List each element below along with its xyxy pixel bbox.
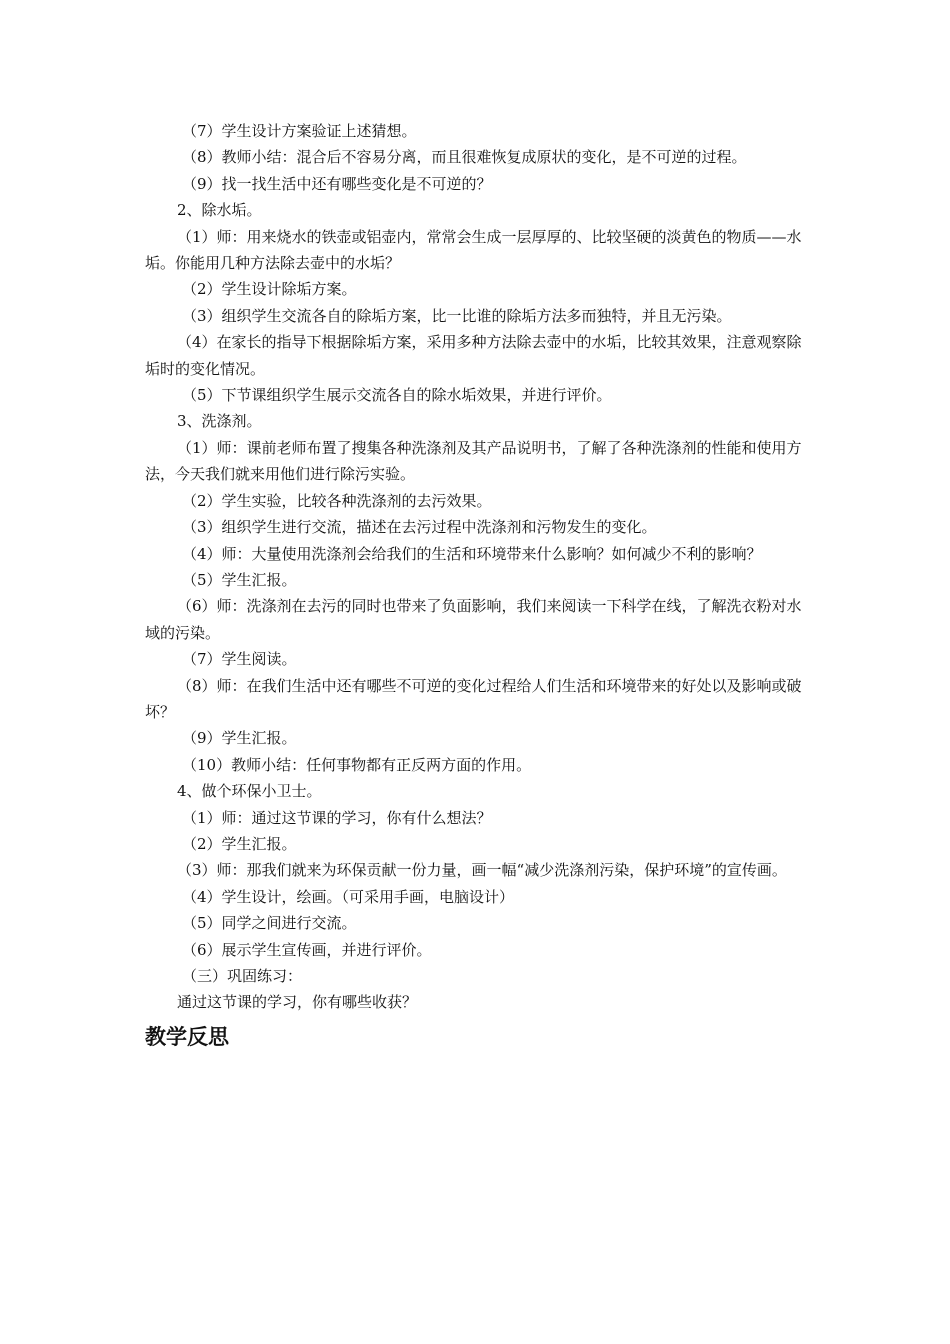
paragraph-22: （1）师：通过这节课的学习，你有什么想法？	[182, 808, 492, 827]
paragraph-24: （3）师：那我们就来为环保贡献一份力量，画一幅“减少洗涤剂污染，保护环境”的宣传画。	[177, 861, 787, 880]
paragraph-3: （9）找一找生活中还有哪些变化是不可逆的？	[182, 174, 492, 193]
paragraph-25: （4）学生设计，绘画。（可采用手画，电脑设计）	[182, 887, 515, 906]
paragraph-5: （1）师：用来烧水的铁壶或铝壶内，常常会生成一层厚厚的、比较坚硬的淡黄色的物质——水垢。你能用几种方法除去壶中的水垢？	[145, 227, 802, 273]
paragraph-7: （3）组织学生交流各自的除垢方案，比一比谁的除垢方法多而独特，并且无污染。	[182, 306, 732, 325]
paragraph-26: （5）同学之间进行交流。	[182, 914, 357, 933]
paragraph-13: （3）组织学生进行交流，描述在去污过程中洗涤剂和污物发生的变化。	[182, 518, 657, 537]
paragraph-17: （7）学生阅读。	[182, 650, 297, 669]
teaching-reflection-heading: 教学反思	[145, 1024, 229, 1049]
paragraph-16: （6）师：洗涤剂在去污的同时也带来了负面影响，我们来阅读一下科学在线，了解洗衣粉对水域的污染。	[145, 597, 802, 642]
section-heading-4: 4、做个环保小卫士。	[177, 782, 322, 801]
paragraph-27: （6）展示学生宣传画，并进行评价。	[182, 940, 432, 959]
paragraph-18: （8）师：在我们生活中还有哪些不可逆的变化过程给人们生活和环境带来的好处以及影响或破坏？	[145, 676, 802, 721]
paragraph-23: （2）学生汇报。	[182, 834, 297, 853]
section-heading-2: 2、除水垢。	[177, 201, 262, 220]
paragraph-11: （1）师：课前老师布置了搜集各种洗涤剂及其产品说明书，了解了各种洗涤剂的性能和使用方法，今天我们就来用他们进行除污实验。	[145, 438, 802, 484]
paragraph-2: （8）教师小结：混合后不容易分离，而且很难恢复成原状的变化，是不可逆的过程。	[182, 148, 747, 167]
paragraph-15: （5）学生汇报。	[182, 570, 297, 589]
paragraph-1: （7）学生设计方案验证上述猜想。	[182, 122, 417, 140]
document-body	[145, 118, 810, 1052]
paragraph-19: （9）学生汇报。	[182, 729, 297, 748]
paragraph-8: （4）在家长的指导下根据除垢方案，采用多种方法除去壶中的水垢，比较其效果，注意观察除垢时的变化情况。	[145, 333, 802, 378]
paragraph-29: 通过这节课的学习，你有哪些收获？	[177, 993, 418, 1012]
section-heading-practice: （三）巩固练习：	[182, 967, 303, 985]
section-heading-3: 3、洗涤剂。	[177, 412, 262, 431]
paragraph-14: （4）师：大量使用洗涤剂会给我们的生活和环境带来什么影响？如何减少不利的影响？	[182, 544, 762, 563]
paragraph-12: （2）学生实验，比较各种洗涤剂的去污效果。	[182, 491, 492, 510]
paragraph-6: （2）学生设计除垢方案。	[182, 280, 357, 299]
paragraph-9: （5）下节课组织学生展示交流各自的除水垢效果，并进行评价。	[182, 386, 612, 405]
paragraph-20: （10）教师小结：任何事物都有正反两方面的作用。	[182, 755, 532, 774]
